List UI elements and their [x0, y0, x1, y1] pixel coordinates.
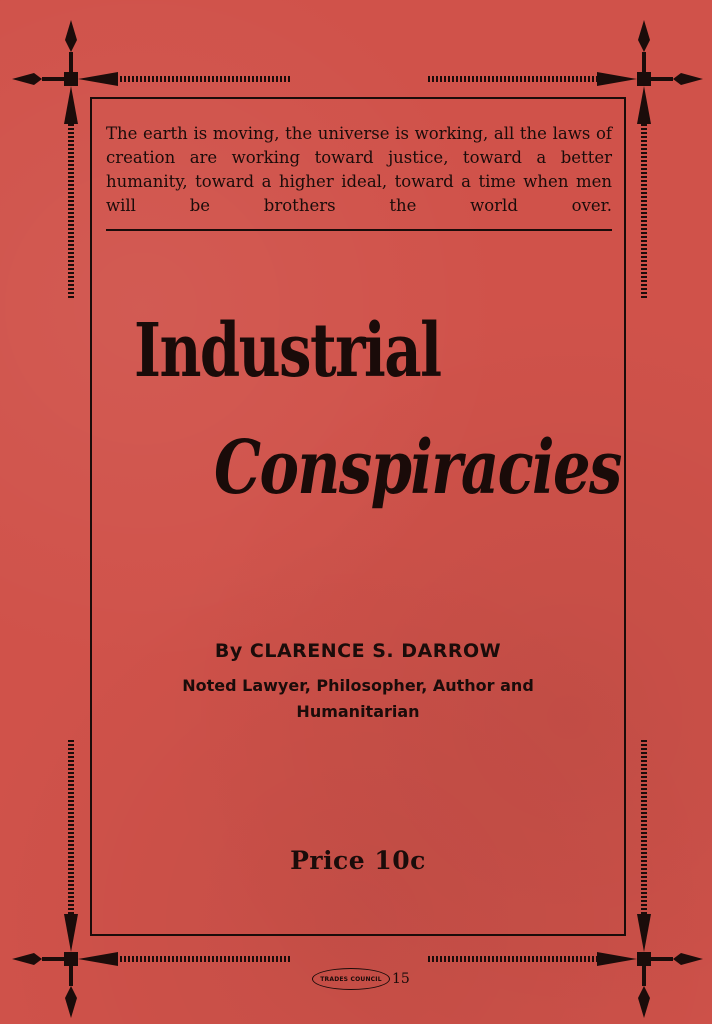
- title-line-1: Industrial: [134, 308, 441, 394]
- price-label: Price 10c: [290, 846, 426, 875]
- quote-divider: [106, 229, 612, 231]
- union-label-mark: [312, 968, 410, 990]
- author-description: Noted Lawyer, Philosopher, Author and Humanitarian: [182, 676, 534, 721]
- author-byline: By CLARENCE S. DARROW: [214, 640, 502, 662]
- title-line-2: Conspiracies: [214, 425, 621, 511]
- inner-border-frame: [90, 97, 626, 936]
- union-label-number: 15: [392, 971, 410, 987]
- union-label-icon: TRADES COUNCIL: [312, 968, 390, 990]
- epigraph-quote: The earth is moving, the universe is working, all the laws of creation are working toward justice, toward a better humanity, toward a higher ideal, toward a time when men will be brothers the world over.: [106, 124, 612, 215]
